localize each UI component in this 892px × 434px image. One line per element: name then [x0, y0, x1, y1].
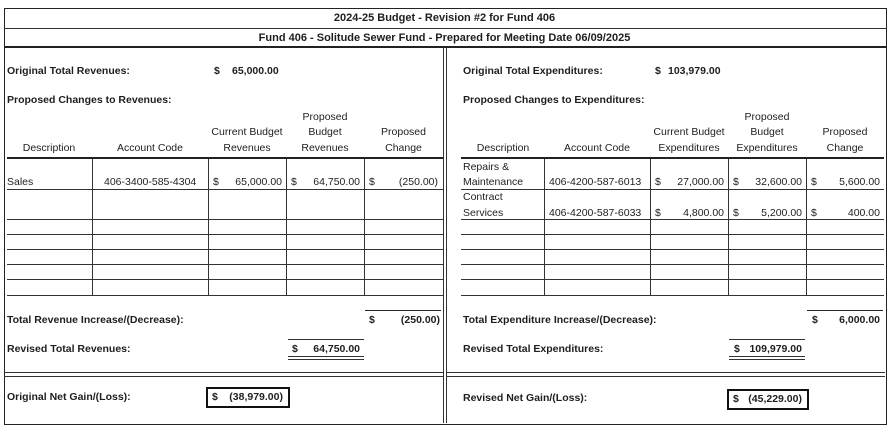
exp-row-description-2: Services [463, 207, 504, 219]
rev-grid-line [7, 189, 443, 190]
exp-col-description: Description [476, 142, 530, 154]
exp-row-description-1: Contract [463, 191, 503, 203]
exp-row-change-currency: $ [811, 207, 817, 219]
revised-revenues-label: Revised Total Revenues: [7, 343, 131, 355]
revised-revenues-currency: $ [292, 343, 298, 355]
rev-row-proposed: 64,750.00 [313, 176, 360, 188]
total-revenue-change-topline [365, 310, 441, 311]
exp-row-proposed: 5,200.00 [761, 207, 802, 219]
original-net-value: (38,979.00) [229, 391, 283, 403]
rev-grid-line [7, 249, 443, 250]
exp-row-current: 4,800.00 [683, 207, 724, 219]
total-expenditure-change-value: 6,000.00 [839, 314, 880, 326]
rev-col-change-2: Change [385, 142, 422, 154]
exp-grid-line [461, 264, 884, 265]
revised-expenditures-label: Revised Total Expenditures: [463, 343, 604, 355]
exp-row-change: 5,600.00 [839, 176, 880, 188]
title-line-2: Fund 406 - Solitude Sewer Fund - Prepared for Meeting Date 06/09/2025 [258, 32, 631, 44]
center-divider-b [446, 48, 447, 423]
exp-grid-col [544, 159, 545, 295]
rev-col-proposed-2: Budget [308, 126, 342, 138]
original-revenues-label: Original Total Revenues: [7, 65, 130, 77]
title-line-1: 2024-25 Budget - Revision #2 for Fund 406 [333, 12, 556, 24]
exp-row-current: 27,000.00 [677, 176, 724, 188]
total-expenditure-change-label: Total Expenditure Increase/(Decrease): [463, 314, 657, 326]
rev-grid-col [286, 159, 287, 295]
total-expenditure-change-currency: $ [812, 314, 818, 326]
exp-row-description-2: Maintenance [463, 176, 524, 188]
rev-row-current-currency: $ [213, 176, 219, 188]
rev-row-account-code: 406-3400-585-4304 [104, 176, 197, 188]
exp-grid-line [461, 249, 884, 250]
total-expenditure-change-topline [807, 310, 883, 311]
rev-col-current-1: Current Budget [211, 126, 283, 138]
total-revenue-change-label: Total Revenue Increase/(Decrease): [7, 314, 184, 326]
original-net-currency: $ [212, 391, 218, 403]
exp-col-proposed-3: Expenditures [736, 142, 798, 154]
original-revenues-currency: $ [214, 65, 220, 77]
rev-row-description: Sales [7, 176, 34, 188]
rev-row-current: 65,000.00 [235, 176, 282, 188]
rev-grid-col [364, 159, 365, 295]
revised-revenues-topline [288, 339, 364, 340]
exp-row-proposed-currency: $ [733, 176, 739, 188]
exp-grid-col [728, 159, 729, 295]
exp-row-current-currency: $ [655, 207, 661, 219]
exp-row-proposed-currency: $ [733, 207, 739, 219]
revised-net-currency: $ [733, 393, 739, 405]
revised-revenues-underline-1 [288, 356, 364, 357]
center-divider-a [443, 48, 444, 423]
rev-row-change: (250.00) [398, 176, 438, 188]
rev-col-account-code: Account Code [117, 142, 183, 154]
exp-net-divider-1 [447, 372, 885, 373]
exp-row-proposed: 32,600.00 [755, 176, 802, 188]
rev-header-divider [7, 157, 443, 159]
exp-row-account-code: 406-4200-587-6033 [549, 207, 642, 219]
revised-revenues-underline-2 [288, 359, 364, 360]
rev-grid-line [7, 234, 443, 235]
exp-col-change-1: Proposed [822, 126, 868, 138]
proposed-expenditures-label: Proposed Changes to Expenditures: [463, 94, 645, 106]
exp-header-divider [461, 157, 884, 159]
rev-net-divider-1 [4, 372, 443, 373]
title-divider-1 [4, 28, 887, 29]
rev-grid-line [7, 295, 443, 296]
original-net-label: Original Net Gain/(Loss): [7, 391, 131, 403]
total-revenue-change-currency: $ [369, 314, 375, 326]
exp-col-proposed-2: Budget [750, 126, 784, 138]
revised-expenditures-topline [729, 339, 805, 340]
exp-row-description-1: Repairs & [463, 161, 510, 173]
original-expenditures-value: 103,979.00 [668, 65, 721, 77]
exp-grid-col [650, 159, 651, 295]
revised-expenditures-underline-2 [729, 359, 805, 360]
rev-net-divider-2 [4, 376, 443, 377]
exp-col-proposed-1: Proposed [744, 111, 790, 123]
exp-row-change: 400.00 [847, 207, 880, 219]
revised-expenditures-currency: $ [734, 343, 740, 355]
exp-net-divider-2 [447, 376, 885, 377]
rev-grid-line [7, 279, 443, 280]
rev-col-proposed-1: Proposed [302, 111, 348, 123]
rev-col-proposed-3: Revenues [301, 142, 349, 154]
total-revenue-change-value: (250.00) [400, 314, 440, 326]
exp-col-change-2: Change [826, 142, 864, 154]
rev-grid-col [92, 159, 93, 295]
exp-grid-line [461, 295, 884, 296]
exp-col-account-code: Account Code [564, 142, 630, 154]
original-expenditures-label: Original Total Expenditures: [463, 65, 603, 77]
rev-col-change-1: Proposed [381, 126, 426, 138]
exp-grid-line [461, 189, 884, 190]
exp-row-current-currency: $ [655, 176, 661, 188]
revised-expenditures-underline-1 [729, 356, 805, 357]
revised-expenditures-value: 109,979.00 [749, 343, 802, 355]
rev-col-current-2: Revenues [223, 142, 271, 154]
exp-col-current-2: Expenditures [658, 142, 720, 154]
exp-grid-line [461, 234, 884, 235]
exp-grid-line [461, 219, 884, 220]
proposed-revenues-label: Proposed Changes to Revenues: [7, 94, 172, 106]
rev-grid-line [7, 219, 443, 220]
exp-row-account-code: 406-4200-587-6013 [549, 176, 642, 188]
rev-col-description: Description [22, 142, 76, 154]
exp-col-current-1: Current Budget [653, 126, 725, 138]
rev-grid-line [7, 264, 443, 265]
revised-net-label: Revised Net Gain/(Loss): [463, 392, 588, 404]
exp-row-change-currency: $ [811, 176, 817, 188]
exp-grid-line [461, 279, 884, 280]
rev-grid-col [208, 159, 209, 295]
exp-grid-col [806, 159, 807, 295]
revised-revenues-value: 64,750.00 [313, 343, 360, 355]
rev-row-change-currency: $ [369, 176, 375, 188]
original-expenditures-currency: $ [655, 65, 661, 77]
original-revenues-value: 65,000.00 [232, 65, 279, 77]
rev-row-proposed-currency: $ [291, 176, 297, 188]
revised-net-value: (45,229.00) [748, 393, 802, 405]
